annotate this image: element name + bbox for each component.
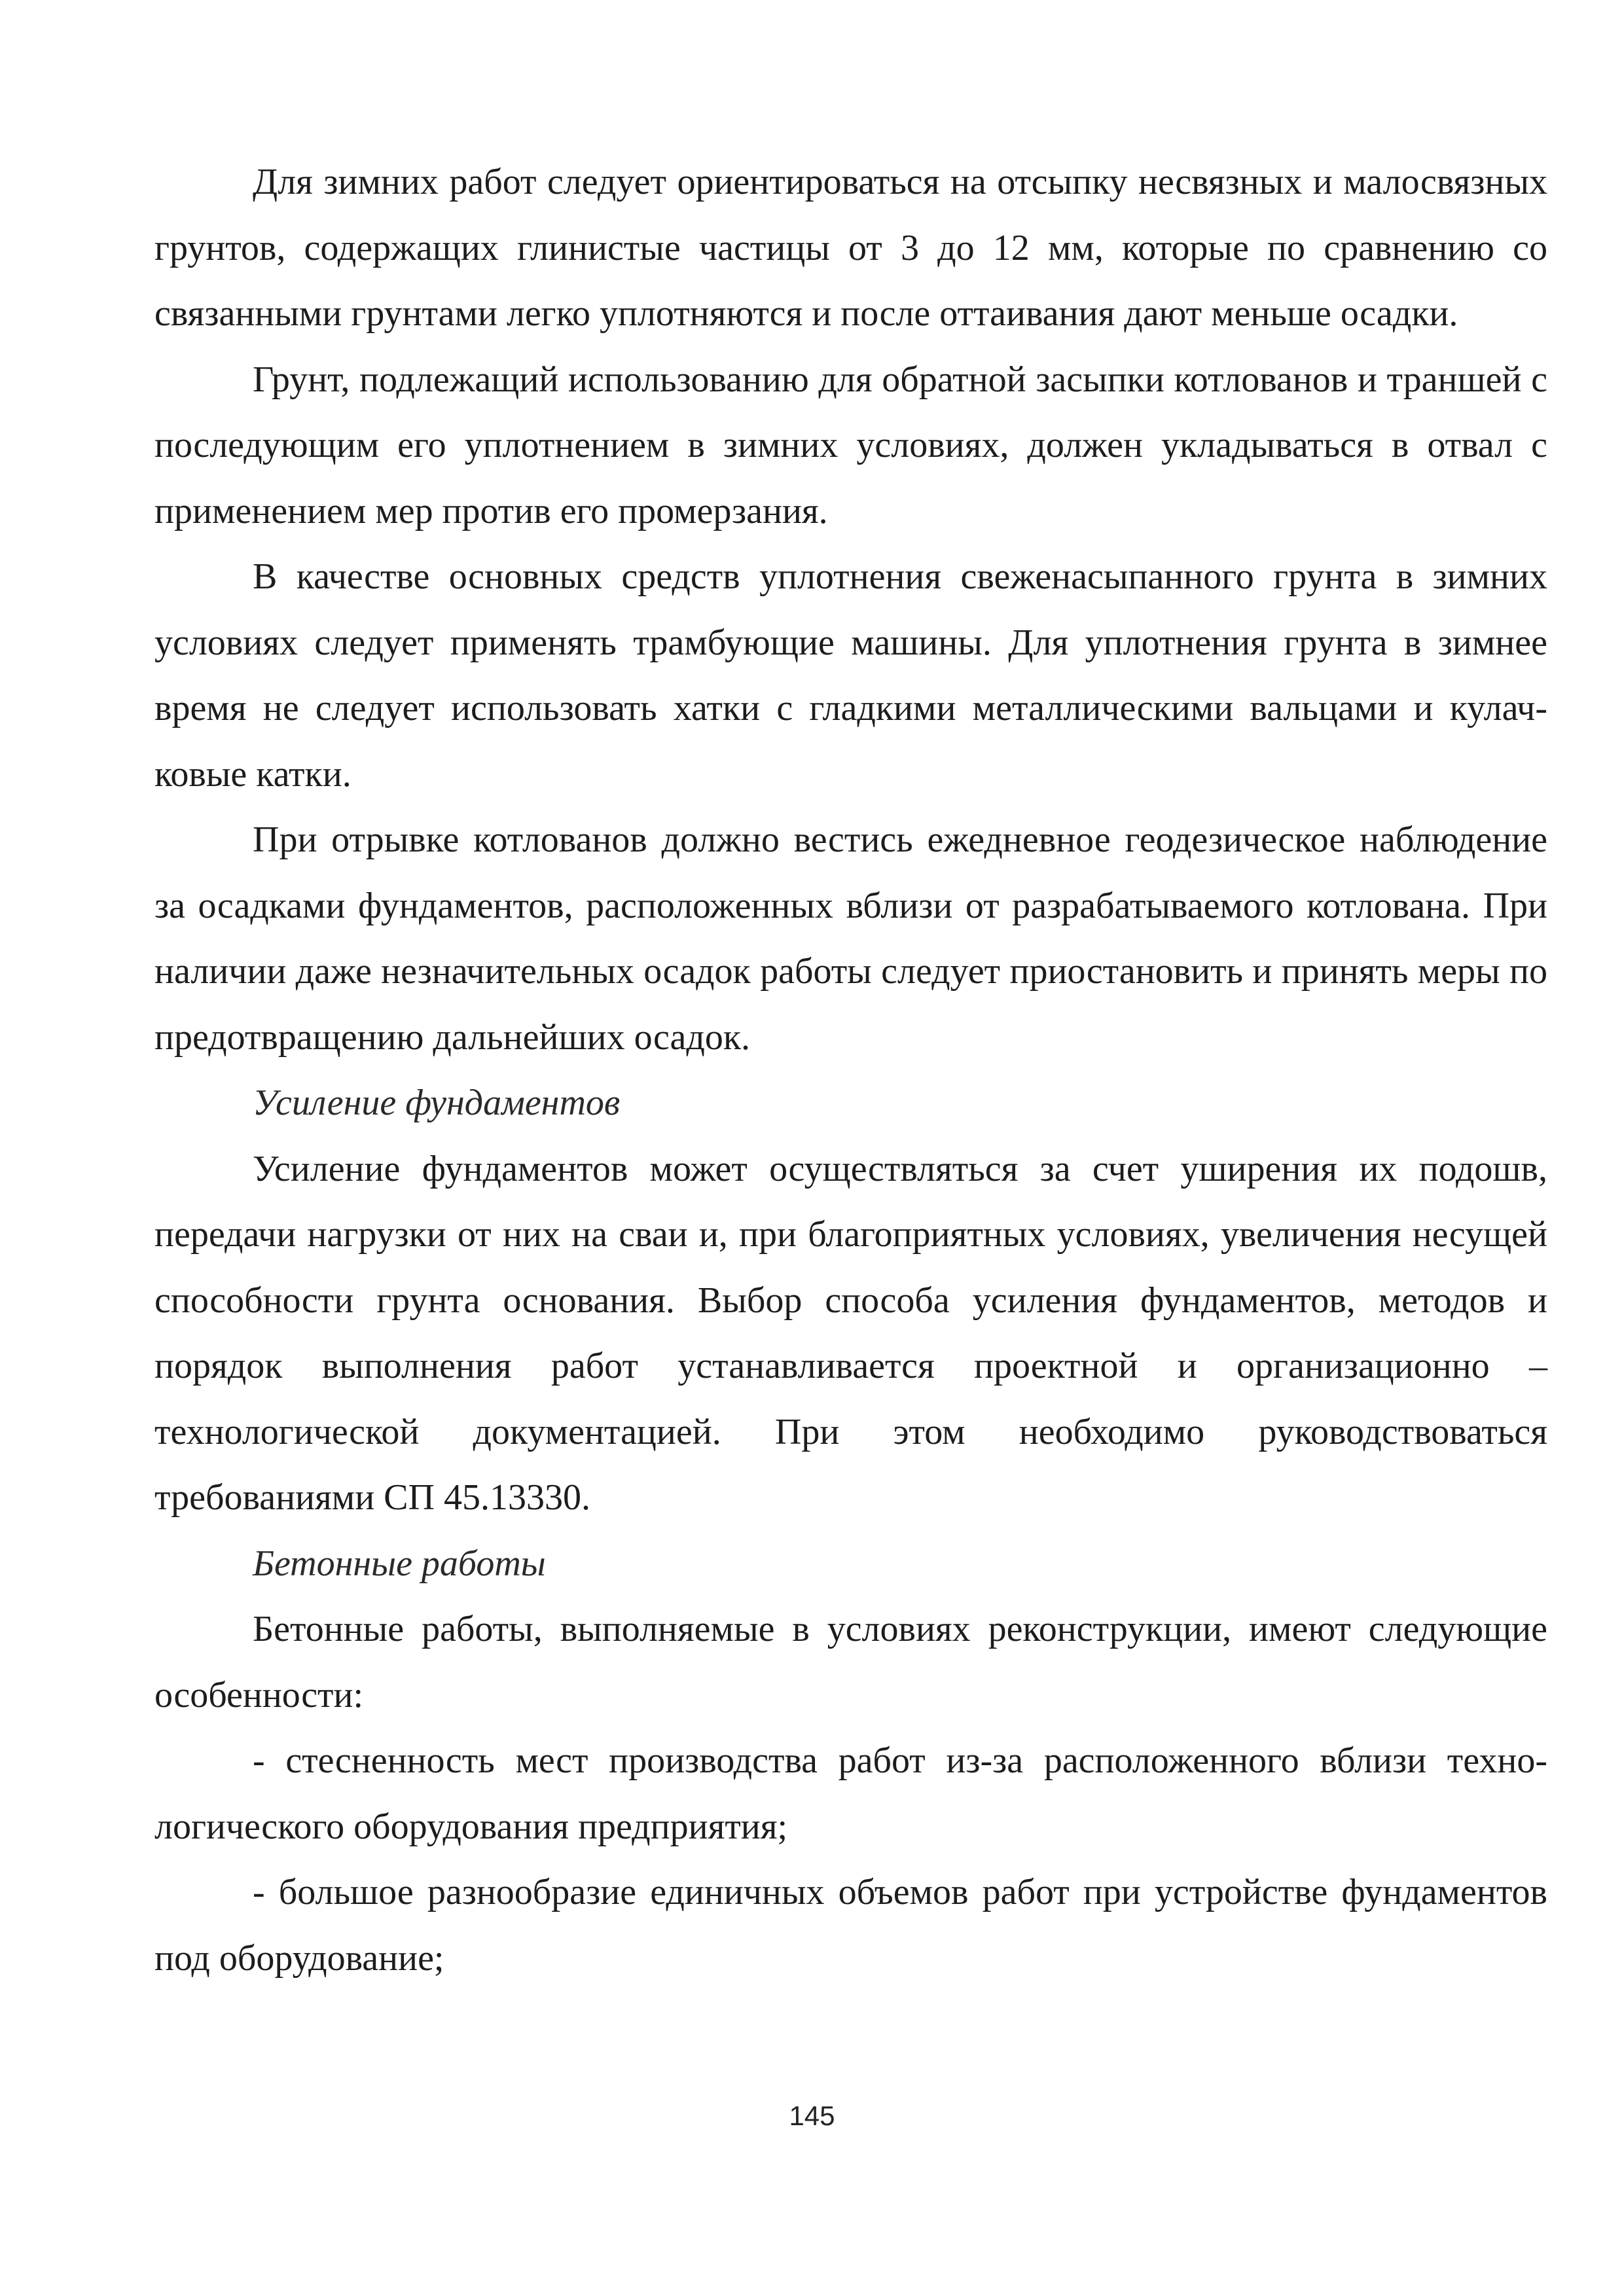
paragraph-concrete-works-intro: Бетонные работы, выполняемые в условиях реконструкции, имеют следующие особенности: (154, 1609, 1547, 1715)
paragraph-winter-soil: Для зимних работ следует ориентироваться на отсыпку несвязных и малосвязных грунтов, содержащих глинистые частицы от 3 до 12 мм, которые по сравнению со связанными грунтами легко уплотняются и после оттаивания дают меньше осадки. (154, 162, 1547, 334)
list-item-work-volume-diversity: - большое разнообразие единичных объемов работ при устройстве фундаментов под оборудование; (154, 1872, 1547, 1979)
heading-foundation-strengthening: Усиление фундаментов (253, 1083, 621, 1123)
list-item-cramped-work-area: - стесненность мест производства работ из-за расположенного вблизи технологического оборудования предприятия; (154, 1740, 1547, 1847)
heading-concrete-works: Бетонные работы (253, 1543, 546, 1584)
document-page (154, 149, 1547, 1991)
paragraph-compaction-means: В качестве основных средств уплотнения свеженасыпанного грунта в зимних условиях следует применять трамбующие машины. Для уплотнения грунта в зимнее время не следует использовать хатки с гладкими металлическими вальцами и кулачковые катки. (154, 556, 1547, 795)
paragraph-foundation-strengthening: Усиление фундаментов может осуществляться за счет уширения их подошв, передачи нагрузки от них на сваи и, при благоприятных условиях, увеличения несущей способности грунта основания. Выбор способа усиления фундаментов, методов и порядок выполнения работ устанавливается проектной и организационно – технологической документацией. При этом необходимо руководствоваться требованиями СП 45.13330. (154, 1148, 1547, 1518)
paragraph-backfill-soil: Грунт, подлежащий использованию для обратной засыпки котлованов и траншей с последующим его уплотнением в зимних условиях, должен укладываться в отвал с применением мер против его промерзания. (154, 359, 1547, 531)
paragraph-geodetic-monitoring: При отрывке котлованов должно вестись ежедневное геодезическое наблюдение за осадками фундаментов, расположенных вблизи от разрабатываемого котлована. При наличии даже незначительных осадок работы следует приостановить и принять меры по предотвращению дальнейших осадок. (154, 819, 1547, 1058)
page-number: 145 (789, 2100, 835, 2131)
